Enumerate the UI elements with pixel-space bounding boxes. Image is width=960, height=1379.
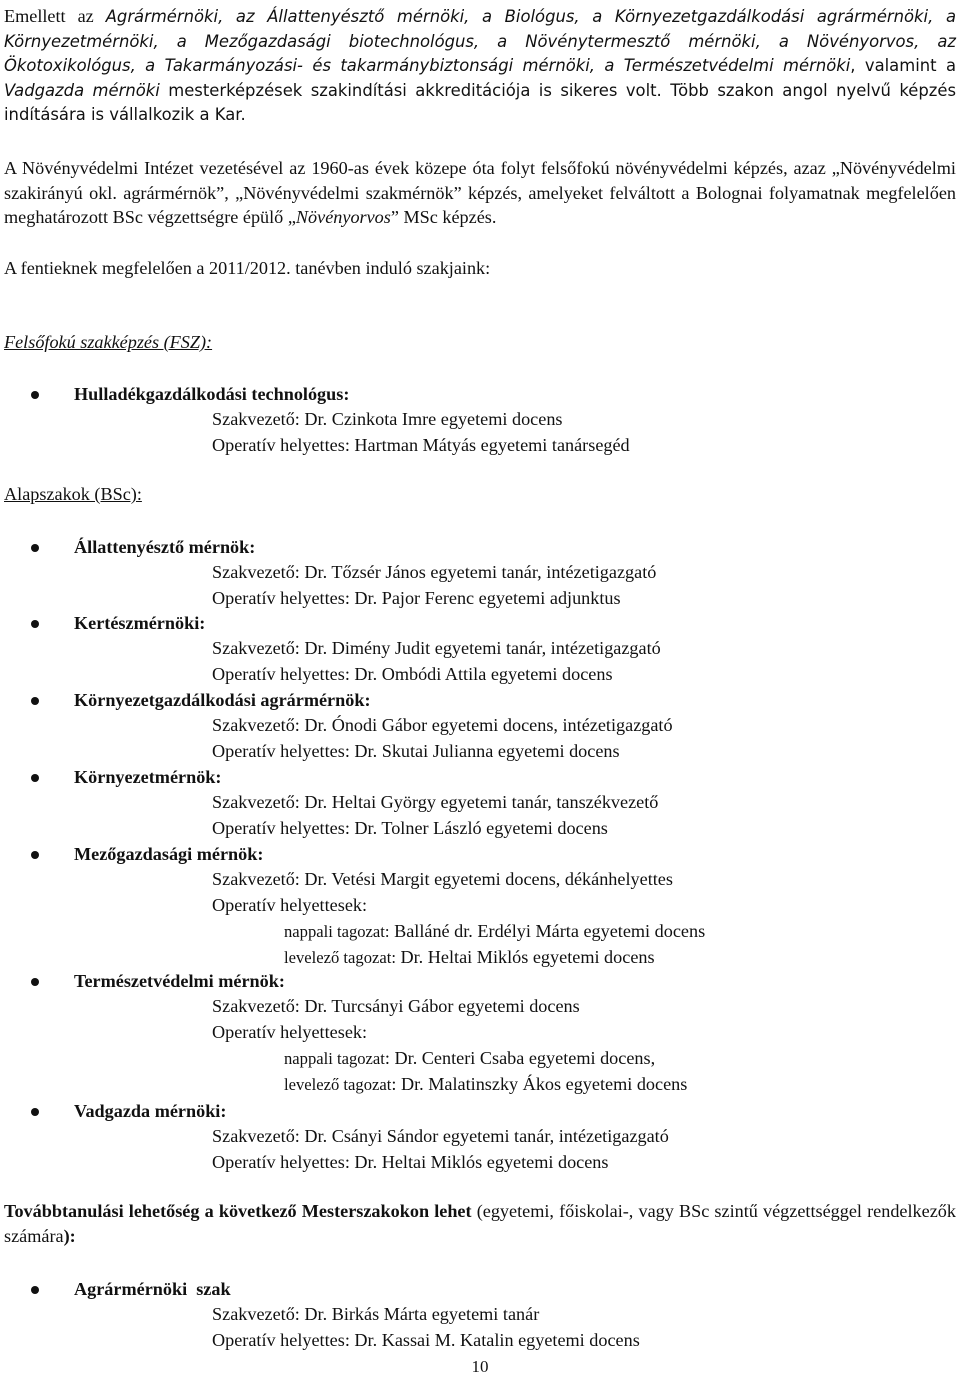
intro-lead: Emellett az (4, 6, 106, 26)
deputy-fulltime (4, 1045, 956, 1071)
program-leader: Szakvezető: Dr. Dimény Judit egyetemi tanár, intézetigazgató (212, 638, 661, 658)
program-entry (4, 765, 956, 841)
program-deputy: Operatív helyettes: Dr. Kassai M. Katalin egyetemi docens (212, 1329, 640, 1350)
program-leader: Szakvezető: Dr. Tőzsér János egyetemi tanár, intézetigazgató (212, 562, 657, 582)
deputy-name: : Dr. Malatinszky Ákos egyetemi docens (391, 1074, 688, 1094)
program-head (4, 382, 956, 407)
pp-text-italic: Növényorvos (295, 207, 391, 228)
program-name: Természetvédelmi mérnök: (74, 971, 285, 991)
program-name: Mezőgazdasági mérnök: (74, 844, 264, 864)
intro-connector: , valamint a (850, 56, 956, 76)
bullet-icon (31, 1108, 39, 1116)
program-leader: Szakvezető: Dr. Csányi Sándor egyetemi tanár, intézetigazgató (212, 1126, 669, 1146)
bullet-icon (31, 544, 39, 552)
mode-label: nappali tagozat: (284, 922, 390, 941)
program-leader: Szakvezető: Dr. Turcsányi Gábor egyetemi docens (212, 996, 580, 1016)
bsc-heading: Alapszakok (BSc): (4, 484, 142, 504)
bullet-icon (31, 391, 39, 399)
program-head (4, 1099, 956, 1124)
pp-text-a: A Növényvédelmi Intézet vezetésével az 1960-as évek közepe óta folyt felsőfokú növényvédelmi képzés, azaz „Növényvédelmi szakirányú okl. agrármérnök”, „Növényvédelmi szakmérnök” képzés, amelyeket felváltott a Bolognai folyamatnak megfelelően meghatározott BSc végzettségre épülő „ (4, 158, 956, 228)
program-deputies: Operatív helyettesek: (212, 1021, 368, 1042)
program-name: Kertészmérnöki: (74, 613, 206, 633)
program-leader: Szakvezető: Dr. Czinkota Imre egyetemi docens (212, 409, 563, 429)
pp-text-c: ” MSc képzés. (390, 207, 497, 228)
program-head (4, 969, 956, 994)
plant-protection-paragraph (4, 156, 956, 230)
deputy-correspondence (4, 944, 956, 970)
program-entry (4, 1277, 956, 1353)
program-deputy: Operatív helyettes: Dr. Heltai Miklós egyetemi docens (212, 1151, 609, 1172)
program-head (4, 765, 956, 790)
deputy-correspondence (4, 1071, 956, 1097)
further-study-paragraph (4, 1199, 956, 1248)
program-name: Környezetmérnök: (74, 767, 222, 787)
program-head (4, 1277, 956, 1302)
page-number: 10 (471, 1357, 489, 1376)
mode-label: levelező tagozat (284, 1075, 392, 1094)
program-head (4, 535, 956, 560)
program-deputy: Operatív helyettes: Dr. Tolner László egyetemi docens (212, 817, 608, 838)
program-name: Környezetgazdálkodási agrármérnök: (74, 690, 371, 710)
mode-label: nappali tagozat (284, 1049, 385, 1068)
intro-tail: mesterképzések szakindítási akkreditációja is sikeres volt. Több szakon angol nyelvű képzés indítására is vállalkozik a Kar. (4, 80, 956, 125)
program-leader: Szakvezető: Dr. Vetési Margit egyetemi docens, dékánhelyettes (212, 869, 673, 889)
bullet-icon (31, 851, 39, 859)
bullet-icon (31, 620, 39, 628)
program-entry (4, 969, 956, 1097)
intro-vadgazda-italic: Vadgazda mérnöki (4, 80, 160, 100)
program-deputy: Operatív helyettes: Hartman Mátyás egyetemi tanársegéd (212, 434, 630, 455)
bullet-icon (31, 1286, 39, 1294)
program-deputy: Operatív helyettes: Dr. Ombódi Attila egyetemi docens (212, 663, 613, 684)
program-entry (4, 535, 956, 611)
program-head (4, 842, 956, 867)
further-bold: Továbbtanulási lehetőség a következő Mesterszakokon lehet (4, 1201, 472, 1221)
further-normal: (egyetemi, főiskolai-, vagy BSc szintű végzettséggel rendelkezők számára (4, 1201, 956, 1246)
program-name: Hulladékgazdálkodási technológus: (74, 384, 350, 404)
program-leader: Szakvezető: Dr. Ónodi Gábor egyetemi docens, intézetigazgató (212, 715, 673, 735)
program-entry (4, 1099, 956, 1175)
bullet-icon (31, 978, 39, 986)
mode-label: levelező tagozat: (284, 948, 396, 967)
deputy-fulltime (4, 918, 956, 944)
programs-intro: A fentieknek megfelelően a 2011/2012. tanévben induló szakjaink: (4, 258, 491, 278)
program-head (4, 611, 956, 636)
deputy-name: Dr. Heltai Miklós egyetemi docens (395, 947, 655, 967)
program-name: Vadgazda mérnöki: (74, 1101, 227, 1121)
program-name: Állattenyésztő mérnök: (74, 537, 256, 557)
bullet-icon (31, 697, 39, 705)
program-name: Agrármérnöki szak (74, 1279, 231, 1299)
fsz-heading: Felsőfokú szakképzés (FSZ): (4, 332, 213, 352)
program-head (4, 688, 956, 713)
deputy-name: : Dr. Centeri Csaba egyetemi docens, (384, 1048, 656, 1068)
program-leader: Szakvezető: Dr. Heltai György egyetemi tanár, tanszékvezető (212, 792, 659, 812)
bullet-icon (31, 774, 39, 782)
program-deputy: Operatív helyettes: Dr. Skutai Julianna egyetemi docens (212, 740, 620, 761)
program-leader: Szakvezető: Dr. Birkás Márta egyetemi tanár (212, 1304, 540, 1324)
program-entry (4, 688, 956, 764)
program-deputies: Operatív helyettesek: (212, 894, 368, 915)
deputy-name: Balláné dr. Erdélyi Márta egyetemi docens (389, 921, 706, 941)
program-entry (4, 842, 956, 970)
program-deputy: Operatív helyettes: Dr. Pajor Ferenc egyetemi adjunktus (212, 587, 621, 608)
further-bold-end: ): (63, 1225, 76, 1246)
intro-programs-italic: Agrármérnöki, az Állattenyésztő mérnöki, a Biológus, a Környezetgazdálkodási agrármérnöki, a Környezetmérnöki, a Mezőgazdasági biotechnológus, a Növénytermesztő mérnöki, a Növényorvos, az Ökotoxikológus, a Takarmányozási- és takarmánybiztonsági mérnöki, a Természetvédelmi mérnöki (4, 7, 956, 76)
program-entry (4, 382, 956, 458)
program-entry (4, 611, 956, 687)
intro-paragraph (4, 4, 956, 128)
